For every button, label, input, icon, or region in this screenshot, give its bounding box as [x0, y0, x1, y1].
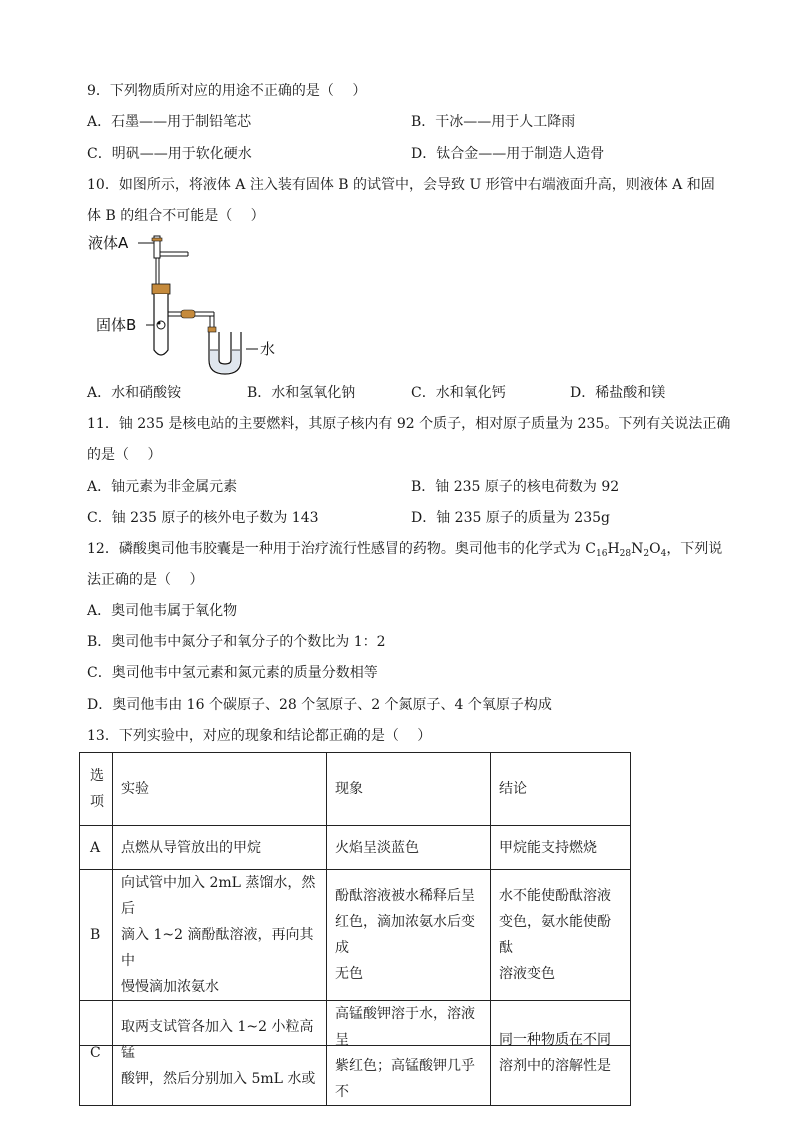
formula-sub-h: 28 — [619, 549, 632, 559]
formula-sub-n: 2 — [643, 549, 650, 559]
formula-n: N — [631, 541, 644, 557]
q12-option-c: C．奥司他韦中氢元素和氮元素的质量分数相等 — [87, 665, 378, 681]
table-row — [80, 870, 631, 1001]
q10-stem-line2: 体 B 的组合不可能是（ ） — [87, 208, 265, 224]
table-header-row — [80, 753, 631, 826]
row-phenomenon: 高锰酸钾溶于水，溶液呈 紫红色；高锰酸钾几乎不 — [327, 1001, 491, 1106]
label-liquid-a: 液体A — [88, 234, 129, 252]
q9-option-d: D．钛合金——用于制造人造骨 — [411, 146, 605, 162]
q10-option-b: B．水和氢氧化钠 — [247, 385, 356, 401]
q9-option-c: C．明矾——用于软化硬水 — [87, 146, 252, 162]
q12-option-d: D．奥司他韦由 16 个碳原子、28 个氢原子、2 个氮原子、4 个氧原子构成 — [87, 697, 552, 713]
row-conclusion: 同一种物质在不同 溶剂中的溶解性是 — [491, 1001, 631, 1106]
row-experiment: 向试管中加入 2mL 蒸馏水，然后 滴入 1~2 滴酚酞溶液，再向其中 慢慢滴加浓氨水 — [113, 870, 327, 1001]
row-phenomenon: 酚酞溶液被水稀释后呈 红色，滴加浓氨水后变成 无色 — [327, 870, 491, 1001]
q11-stem-line1: 11．铀 235 是核电站的主要燃料，其原子核内有 92 个质子，相对原子质量为 235。下列有关说法正确 — [87, 416, 731, 432]
q9-stem: 9．下列物质所对应的用途不正确的是（ ） — [87, 83, 367, 99]
row-experiment: 取两支试管各加入 1~2 小粒高锰 酸钾，然后分别加入 5mL 水或 — [113, 1001, 327, 1106]
q11-option-c: C．铀 235 原子的核外电子数为 143 — [87, 510, 319, 526]
q11-stem-line2: 的是（ ） — [87, 447, 162, 463]
q10-stem-line1: 10．如图所示，将液体 A 注入装有固体 B 的试管中，会导致 U 形管中右端液面升高，则液体 A 和固 — [87, 177, 715, 193]
formula-sub-c: 16 — [595, 549, 608, 559]
header-phenomenon: 现象 — [327, 753, 491, 826]
formula-sub-o: 4 — [660, 549, 667, 559]
row-conclusion: 水不能使酚酞溶液 变色，氨水能使酚酞 溶液变色 — [491, 870, 631, 1001]
q12-stem-line2: 法正确的是（ ） — [87, 572, 204, 588]
row-key: B — [80, 870, 113, 1001]
table-row — [80, 1001, 631, 1106]
row-key: A — [80, 826, 113, 870]
q11-option-d: D．铀 235 原子的质量为 235g — [411, 510, 610, 526]
q10-apparatus-figure — [88, 232, 288, 386]
q13-table-container — [79, 752, 631, 1100]
q9-option-b: B．干冰——用于人工降雨 — [411, 114, 576, 130]
q10-option-c: C．水和氧化钙 — [411, 385, 506, 401]
table-bottom-border — [79, 1045, 631, 1046]
q10-option-a: A．水和硝酸铵 — [87, 385, 182, 401]
q9-option-a: A．石墨——用于制铅笔芯 — [87, 114, 252, 130]
q13-table — [79, 752, 631, 1106]
q12-option-a: A．奥司他韦属于氧化物 — [87, 603, 238, 619]
q12-stem-pre: 12．磷酸奥司他韦胶囊是一种用于治疗流行性感冒的药物。奥司他韦的化学式为 C — [87, 541, 596, 557]
q12-stem-post: ，下列说 — [666, 541, 723, 557]
formula-h: H — [607, 541, 620, 557]
header-option: 选 项 — [80, 753, 113, 826]
header-experiment: 实验 — [113, 753, 327, 826]
row-phenomenon: 火焰呈淡蓝色 — [327, 826, 491, 870]
table-row — [80, 826, 631, 870]
header-conclusion: 结论 — [491, 753, 631, 826]
row-key: C — [80, 1001, 113, 1106]
row-experiment: 点燃从导管放出的甲烷 — [113, 826, 327, 870]
formula-o: O — [649, 541, 661, 557]
label-water: 水 — [260, 340, 276, 358]
q10-option-d: D．稀盐酸和镁 — [570, 385, 666, 401]
q12-stem-line1 — [87, 539, 722, 559]
row-conclusion: 甲烷能支持燃烧 — [491, 826, 631, 870]
q11-option-a: A．铀元素为非金属元素 — [87, 479, 238, 495]
q11-option-b: B．铀 235 原子的核电荷数为 92 — [411, 479, 620, 495]
q12-option-b: B．奥司他韦中氮分子和氧分子的个数比为 1：2 — [87, 634, 386, 650]
label-solid-b: 固体B — [96, 316, 137, 334]
q13-stem: 13．下列实验中，对应的现象和结论都正确的是（ ） — [87, 728, 432, 744]
